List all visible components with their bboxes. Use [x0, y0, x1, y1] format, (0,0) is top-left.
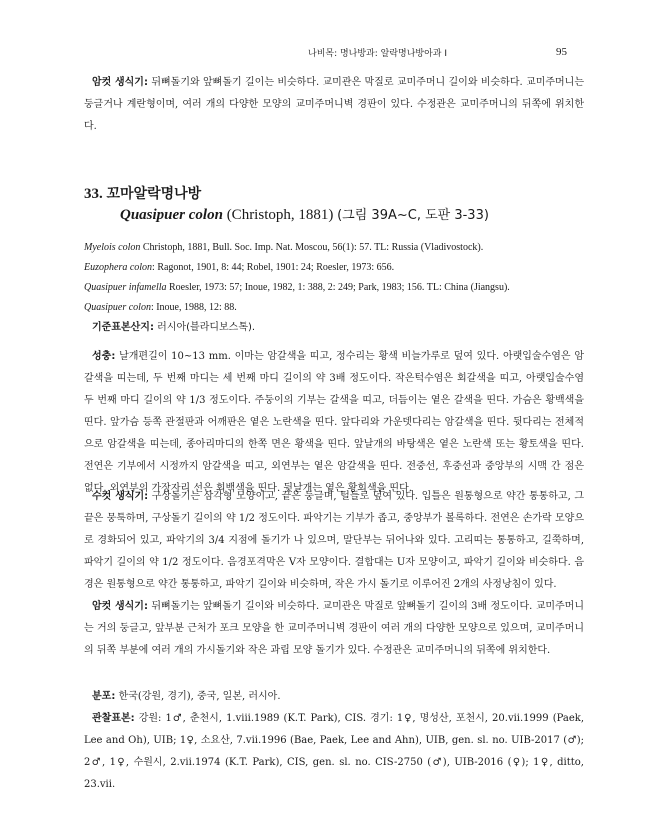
- type-locality: [84, 318, 594, 338]
- species-authority: (Christoph, 1881): [226, 207, 334, 223]
- male-genitalia: [84, 486, 584, 596]
- section-label: 분포:: [92, 691, 116, 702]
- synonym-entry: [84, 298, 594, 318]
- section-text: 날개편길이 10~13 mm. 이마는 암갈색을 띠고, 정수리는 황색 비늘가루로 덮여 있다. 아랫입술수염은 암갈색을 띠는데, 두 번째 마디는 세 번째 마디 길이의 약 3배 정도이다. 작은턱수염은 회갈색을 띠고, 아랫입술수염 두 번째 마디 길이의 약 1/3 정도이다. 주둥이의 기부는 갈색을 띠고, 더듬이는 옅은 갈색을 띤다. 가슴은 황백색을 띤다. 앞가슴 등쪽 관절판과 어깨판은 옅은 노란색을 띤다. 앞다리와 가운뎃다리는 암갈색을 띤다. 뒷다리는 전체적으로 암갈색을 띠는데, 종아리마디의 한쪽 면은 황색을 띤다. 앞날개의 바탕색은 옅은 노란색 또는 황토색을 띤다. 전연은 기부에서 시정까지 암갈색을 띠고, 외연부는 옅은 암갈색을 띤다. 전중선, 후중선과 중앙부의 시맥 간 점은 없다. 외연부의 가장자리 선은 회백색을 띤다. 뒷날개는 옅은 황회색을 띤다.: [84, 351, 584, 494]
- section-label: 수컷 생식기:: [92, 491, 149, 502]
- synonym-citation: : Inoue, 1988, 12: 88.: [150, 302, 237, 313]
- type-locality-text: 러시아(블라디보스톡).: [157, 322, 256, 333]
- female-genitalia-continued: [84, 72, 584, 138]
- distribution: [84, 686, 584, 708]
- adult-description: [84, 346, 584, 500]
- synonym-citation: : Ragonot, 1901, 8: 44; Robel, 1901: 24; Roesler, 1973: 656.: [152, 262, 395, 273]
- species-korean-name: 꼬마알락명나방: [106, 186, 202, 202]
- section-text: 뒤뼈돌기와 앞뼈돌기 길이는 비슷하다. 교미관은 막질로 교미주머니 길이와 비슷하다. 교미주머니는 둥글거나 계란형이며, 여러 개의 다양한 모양의 교미주머니벽 경판이 있다. 수정관은 교미주머니의 뒤쪽에 위치한다.: [84, 77, 585, 132]
- synonym-name: Quasipuer infamella: [84, 282, 167, 293]
- synonym-list: [84, 238, 594, 338]
- running-title: 나비목: 명나방과: 알락명나방아과 I: [308, 49, 448, 59]
- female-genitalia: [84, 596, 584, 662]
- synonym-citation: Roesler, 1973: 57; Inoue, 1982, 1: 388, 2: 249; Park, 1983; 156. TL: China (Jiangsu).: [169, 282, 510, 293]
- species-scientific-name: Quasipuer colon: [120, 207, 223, 223]
- species-number: 33.: [84, 186, 103, 202]
- section-text: 뒤뼈돌기는 앞뼈돌기 길이와 비슷하다. 교미관은 막질로 앞뼈돌기 길이의 3배 정도이다. 교미주머니는 거의 둥글고, 앞부분 근처가 포크 모양을 한 교미주머니벽 경판이 여러 개의 다양한 모양으로 있으며, 교미주머니의 뒤쪽 부분에 여러 개의 가시돌기와 작은 과립 모양 돌기가 있다. 수정관은 교미주머니의 뒤쪽에 위치한다.: [84, 601, 584, 656]
- examined-specimens: [84, 708, 584, 796]
- type-locality-label: 기준표본산지:: [92, 322, 154, 333]
- section-label: 성충:: [92, 351, 116, 362]
- species-scientific-line: [120, 204, 489, 224]
- synonym-entry: [84, 238, 594, 258]
- section-text: 한국(강원, 경기), 중국, 일본, 러시아.: [118, 691, 281, 702]
- synonym-name: Euzophera colon: [84, 262, 153, 273]
- section-label: 암컷 생식기:: [92, 601, 148, 612]
- synonym-entry: [84, 278, 594, 298]
- synonym-name: Myelois colon: [84, 242, 141, 253]
- section-label: 관찰표본:: [92, 713, 135, 724]
- species-title-line: [84, 183, 201, 203]
- section-text: 강원: 1♂, 춘천시, 1.viii.1989 (K.T. Park), CIS. 경기: 1♀, 명성산, 포천시, 20.vii.1999 (Paek, Lee and Oh), UIB; 1♀, 소요산, 7.vii.1996 (Bae, Paek, Lee and Ahn), UIB, gen. sl. no. UIB-2017 (♂); 2♂, 1♀, 수원시, 2.vii.1974 (K.T. Park), CIS, gen. sl. no. CIS-2750 (♂), UIB-2016 (♀); 1♀, ditto, 23.vii.: [84, 713, 584, 790]
- synonym-entry: [84, 258, 594, 278]
- synonym-citation: Christoph, 1881, Bull. Soc. Imp. Nat. Moscou, 56(1): 57. TL: Russia (Vladivostock).: [142, 242, 484, 253]
- synonym-name: Quasipuer colon: [84, 302, 151, 313]
- species-figure-ref: (그림 39A~C, 도판 3-33): [337, 208, 489, 223]
- page-number: 95: [556, 46, 567, 58]
- section-text: 구상돌기는 삼각형 모양이고, 끝은 둥글며, 털들로 덮여 있다. 입틀은 원통형으로 약간 통통하고, 그 끝은 뭉툭하며, 구상돌기 길이의 약 1/2 정도이다. 파악기는 기부가 좁고, 중앙부가 볼록하다. 전연은 손가락 모양으로 경화되어 있고, 파악기의 3/4 지점에 돌기가 나 있으며, 말단부는 뒤어나와 있다. 고리띠는 통통하고, 길쭉하며, 파악기 길이의 약 1/2 정도이다. 음경포격막은 V자 모양이다. 결합대는 U자 모양이고, 파악기 길이와 비슷하다. 음경은 원통형으로 약간 통통하고, 파악기 길이와 비슷하며, 작은 가시 돌기로 이루어진 2개의 사정낭침이 있다.: [84, 491, 584, 590]
- section-label: 암컷 생식기:: [92, 77, 148, 88]
